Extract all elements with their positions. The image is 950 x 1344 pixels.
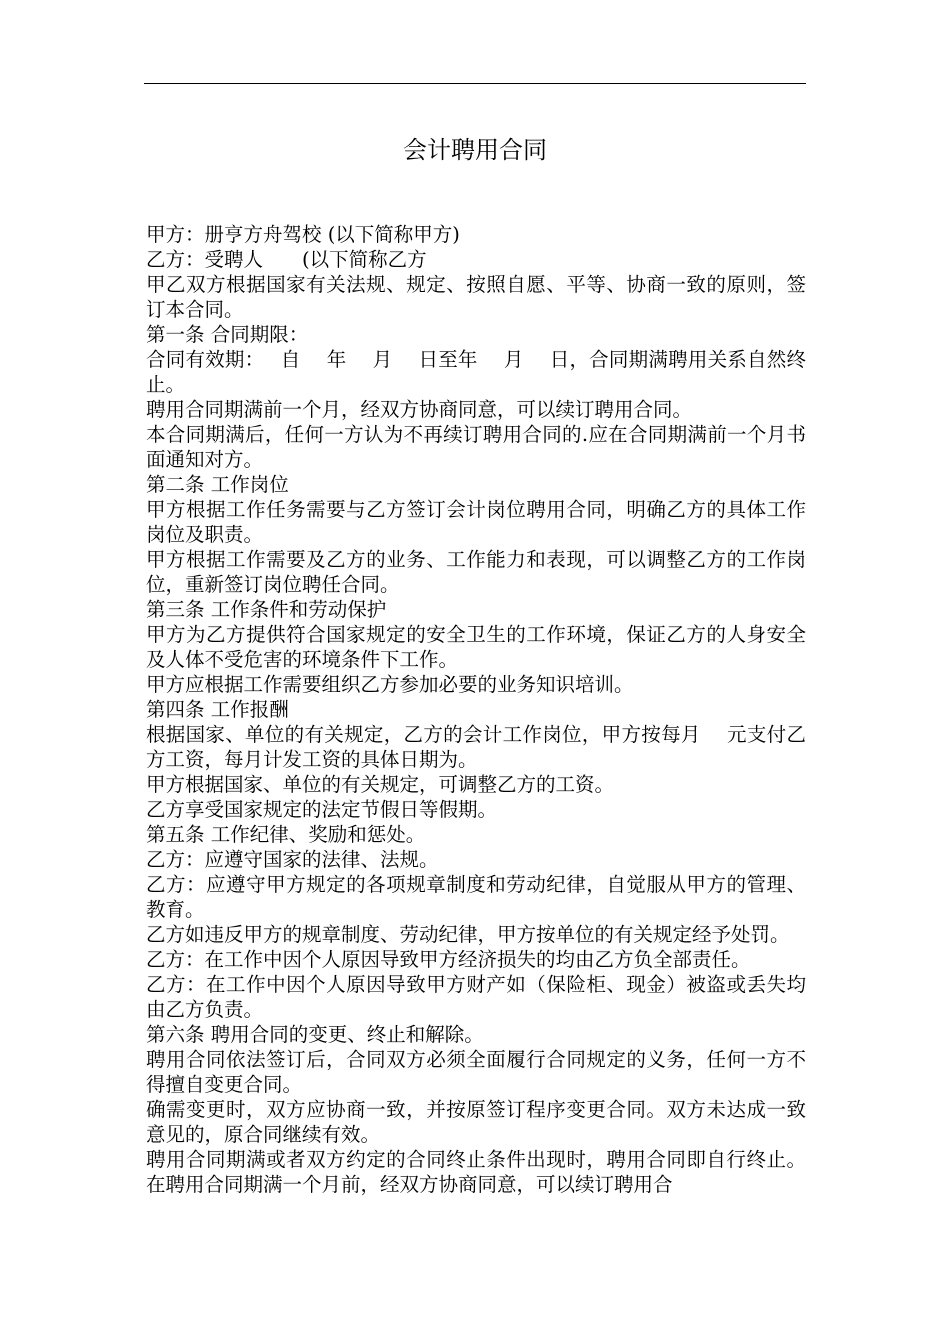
paragraph-party-a: 甲方：册亨方舟驾校 (以下简称甲方) bbox=[146, 223, 460, 246]
paragraph: 本合同期满后，任何一方认为不再续订聘用合同的.应在合同期满前一个月书面通知对方。 bbox=[146, 423, 806, 471]
paragraph: 乙方如违反甲方的规章制度、劳动纪律，甲方按单位的有关规定经予处罚。 bbox=[146, 923, 790, 946]
header-rule bbox=[144, 83, 806, 84]
paragraph-party-b: 乙方：受聘人 (以下简称乙方 bbox=[146, 248, 427, 271]
paragraph: 聘用合同期满前一个月，经双方协商同意，可以续订聘用合同。 bbox=[146, 398, 693, 421]
paragraph: 乙方享受国家规定的法定节假日等假期。 bbox=[146, 798, 498, 821]
article-heading-5: 第五条 工作纪律、奖励和惩处。 bbox=[146, 823, 426, 846]
paragraph: 甲方根据工作需要及乙方的业务、工作能力和表现，可以调整乙方的工作岗位，重新签订岗位聘任合同。 bbox=[146, 548, 806, 596]
paragraph-preamble: 甲乙双方根据国家有关法规、规定、按照自愿、平等、协商一致的原则，签订本合同。 bbox=[146, 273, 806, 321]
paragraph: 甲方为乙方提供符合国家规定的安全卫生的工作环境，保证乙方的人身安全及人体不受危害的环境条件下工作。 bbox=[146, 623, 806, 671]
document-body bbox=[146, 222, 806, 1197]
paragraph: 乙方：在工作中因个人原因导致甲方财产如（保险柜、现金）被盗或丢失均由乙方负责。 bbox=[146, 973, 806, 1021]
article-heading-3: 第三条 工作条件和劳动保护 bbox=[146, 598, 387, 621]
article-heading-2: 第二条 工作岗位 bbox=[146, 473, 289, 496]
paragraph: 甲方根据国家、单位的有关规定，可调整乙方的工资。 bbox=[146, 773, 615, 796]
paragraph: 乙方：应遵守甲方规定的各项规章制度和劳动纪律，自觉服从甲方的管理、教育。 bbox=[146, 873, 806, 921]
paragraph: 甲方应根据工作需要组织乙方参加必要的业务知识培训。 bbox=[146, 673, 634, 696]
paragraph: 聘用合同期满或者双方约定的合同终止条件出现时，聘用合同即自行终止。在聘用合同期满一个月前，经双方协商同意，可以续订聘用合 bbox=[146, 1148, 806, 1196]
paragraph: 乙方：应遵守国家的法律、法规。 bbox=[146, 848, 439, 871]
article-heading-6: 第六条 聘用合同的变更、终止和解除。 bbox=[146, 1023, 484, 1046]
paragraph: 根据国家、单位的有关规定，乙方的会计工作岗位，甲方按每月 元支付乙方工资，每月计发工资的具体日期为。 bbox=[146, 723, 806, 771]
paragraph: 确需变更时，双方应协商一致，并按原签订程序变更合同。双方未达成一致意见的，原合同继续有效。 bbox=[146, 1098, 806, 1146]
paragraph: 甲方根据工作任务需要与乙方签订会计岗位聘用合同，明确乙方的具体工作岗位及职责。 bbox=[146, 498, 806, 546]
article-heading-4: 第四条 工作报酬 bbox=[146, 698, 289, 721]
document-title: 会计聘用合同 bbox=[403, 136, 547, 164]
paragraph: 合同有效期： 自 年 月 日至年 月 日，合同期满聘用关系自然终止。 bbox=[146, 348, 806, 396]
paragraph: 乙方：在工作中因个人原因导致甲方经济损失的均由乙方负全部责任。 bbox=[146, 948, 751, 971]
paragraph: 聘用合同依法签订后，合同双方必须全面履行合同规定的义务，任何一方不得擅自变更合同。 bbox=[146, 1048, 806, 1096]
article-heading-1: 第一条 合同期限： bbox=[146, 323, 309, 346]
